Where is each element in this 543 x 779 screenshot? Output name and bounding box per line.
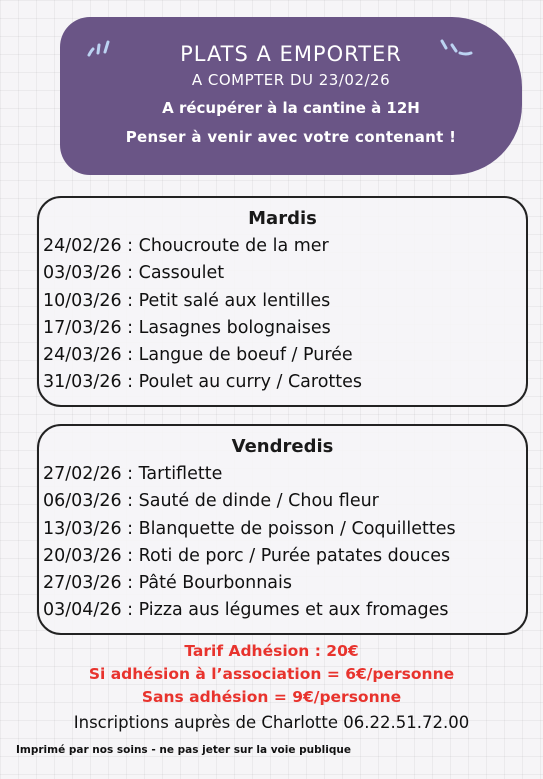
mardis-menu-box	[37, 196, 528, 407]
mardis-list	[39, 233, 526, 397]
list-item: 03/03/26 : Cassoulet	[43, 263, 225, 284]
vendredis-title: Vendredis	[231, 436, 334, 457]
banner-date: A COMPTER DU 23/02/26	[191, 71, 391, 89]
header-banner	[60, 17, 522, 175]
list-item: 31/03/26 : Poulet au curry / Carottes	[43, 372, 363, 393]
tarif-adhesion: Tarif Adhésion : 20€	[184, 642, 359, 660]
vendredis-list	[39, 461, 526, 625]
list-item: 24/03/26 : Langue de boeuf / Purée	[43, 345, 353, 366]
footer-notice: Imprimé par nos soins - ne pas jeter sur la voie publique	[16, 744, 351, 756]
inscription-contact: Inscriptions auprès de Charlotte 06.22.51.72.00	[73, 713, 470, 732]
list-item: 03/04/26 : Pizza aus légumes et aux fromages	[43, 600, 449, 621]
sparkle-lines-icon	[86, 37, 120, 59]
list-item: 17/03/26 : Lasagnes bolognaises	[43, 317, 331, 338]
list-item: 20/03/26 : Roti de porc / Purée patates douces	[43, 545, 451, 566]
tarif-with-adhesion: Si adhésion à l’association = 6€/personne	[88, 665, 455, 683]
sparkle-lines-icon	[438, 37, 478, 63]
list-item: 24/02/26 : Choucroute de la mer	[43, 236, 329, 256]
list-item: 06/03/26 : Sauté de dinde / Chou fleur	[43, 491, 379, 512]
banner-title: PLATS A EMPORTER	[180, 42, 402, 66]
banner-container: Penser à venir avec votre contenant !	[125, 128, 457, 146]
pricing-section	[0, 640, 543, 736]
mardis-title: Mardis	[248, 208, 317, 229]
list-item: 27/02/26 : Tartiflette	[43, 464, 223, 484]
list-item: 27/03/26 : Pâté Bourbonnais	[43, 573, 292, 594]
list-item: 10/03/26 : Petit salé aux lentilles	[43, 290, 331, 311]
vendredis-menu-box	[37, 424, 528, 635]
list-item: 13/03/26 : Blanquette de poisson / Coquillettes	[43, 518, 456, 539]
banner-pickup: A récupérer à la cantine à 12H	[162, 99, 420, 117]
tarif-without-adhesion: Sans adhésion = 9€/personne	[141, 688, 402, 706]
